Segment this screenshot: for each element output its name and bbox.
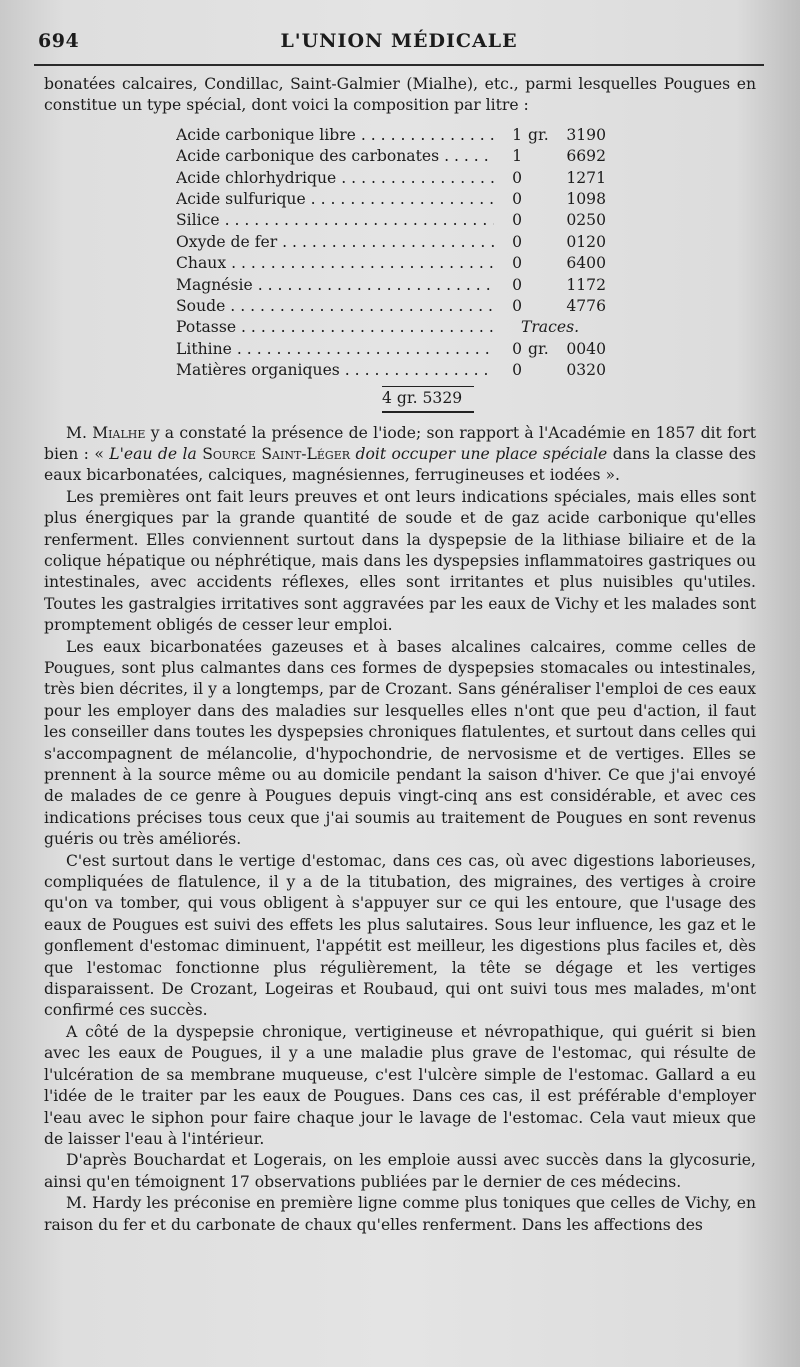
paragraph-4: C'est surtout dans le vertige d'estomac, dans ces cas, où avec digestions laborieuses, compliquées de flatulence, il y a de la titubation, des migraines, des vertiges à croire qu'on va tomber, qui vous obligent à s'appuyer sur ce qui les entoure, que l'usage des eaux de Pougues est suivi des effets les plus salutaires. Sous leur influence, les gaz et le gonflement d'estomac diminuent, l'appétit est meilleur, les digestions plus faciles et, dès que l'estomac fonctionne plus régulièrement, la tête se dégage et les vertiges disparaissent. De Crozant, Logeiras et Roubaud, qui ont suivi tous mes malades, m'ont confirmé ces succès.	[44, 851, 756, 1020]
component-dec: 4776	[566, 296, 606, 315]
paragraph-3: Les eaux bicarbonatées gazeuses et à bases alcalines calcaires, comme celles de Pougues, sont plus calmantes dans ces formes de dyspepsies stomacales ou intestinales, très bien décrites, il y a longtemps, par de Crozant. Sans généraliser l'emploi de ces eaux pour les employer dans des maladies sur lesquelles elles n'ont que peu d'action, il faut les conseiller dans toutes les dyspepsies chroniques flatulentes, et surtout dans celles qui s'accompagnent de mélancolie, d'hypochondrie, de nervosisme et de vertiges. Elles se prennent à la source même ou au domicile pendant la saison d'hiver. Ce que j'ai envoyé de malades de ce genre à Pougues depuis vingt-cinq ans est considérable, et avec ces indications précises tous ceux que j'ai soumis au traitement de Pougues en sont revenus guéris ou très améliorés.	[44, 637, 756, 849]
component-dec: 1271	[566, 168, 606, 187]
component-int: 0	[512, 211, 522, 230]
component-int: 1	[512, 147, 522, 166]
component-dec: 0040	[566, 339, 606, 358]
component-unit: gr.	[528, 125, 549, 144]
component-name: Soude . . .	[176, 296, 494, 317]
component-dec: 0320	[566, 361, 606, 380]
composition-row	[176, 253, 606, 274]
component-dec: 0250	[566, 211, 606, 230]
component-int: 0	[512, 296, 522, 315]
composition-row	[176, 360, 606, 381]
composition-row	[176, 146, 606, 167]
paragraph-6: D'après Bouchardat et Logerais, on les emploie aussi avec succès dans la glycosurie, ainsi qu'en témoignent 17 observations publiées par le dernier de ces médecins.	[44, 1151, 756, 1191]
component-name: Silice . . .	[176, 210, 494, 231]
component-name: Potasse . . .	[176, 317, 494, 338]
source-name: Source Saint-Léger	[202, 444, 351, 463]
composition-row	[176, 296, 606, 317]
component-dec: 1098	[566, 189, 606, 208]
text-span: dans la classe des eaux bicarbonatées, calciques, magnésiennes, ferrugineuses et iodées ».	[44, 444, 757, 485]
composition-row	[176, 232, 606, 253]
component-dec: 6400	[566, 254, 606, 273]
text-span: y a constaté la présence de l'iode; son rapport à l'Académie en 1857 dit fort bien : «	[44, 423, 756, 463]
component-int: 1	[512, 125, 522, 144]
quote-span: L'eau de la	[109, 444, 203, 463]
page-header	[34, 26, 764, 62]
paragraph-2: Les premières ont fait leurs preuves et ont leurs indications spéciales, mais elles sont plus énergiques par la grande quantité de soude et de gaz acide carbonique qu'elles renferment. Elles conviennent surtout dans la dyspepsie de la lithiase biliaire et de la colique hépatique ou néphrétique, mais dans les dyspepsies inflammatoires gastriques ou intestinales, avec accidents réflexes, elles sont irritantes et plus nuisibles qu'utiles. Toutes les gastralgies irritatives sont aggravées par les eaux de Vichy et les malades sont promptement obligés de cesser leur emploi.	[44, 487, 756, 635]
component-name: Acide carbonique des carbonates . . .	[176, 146, 494, 167]
component-dec: 3190	[566, 125, 606, 144]
component-name: Oxyde de fer . . .	[176, 232, 494, 253]
quote-span: doit occuper une place spéciale	[350, 444, 608, 463]
article-body	[44, 74, 756, 1236]
paragraph-7: M. Hardy les préconise en première ligne comme plus toniques que celles de Vichy, en raison du fer et du carbonate de chaux qu'elles renferment. Dans les affections des	[44, 1194, 756, 1234]
composition-row	[176, 317, 606, 338]
composition-row	[176, 125, 606, 146]
component-dec: 6692	[566, 147, 606, 166]
component-dec: 1172	[566, 275, 606, 294]
component-dec: 0120	[566, 232, 606, 251]
component-int: 0	[512, 339, 522, 358]
paragraph-mialhe	[44, 423, 756, 487]
composition-row	[176, 339, 606, 360]
component-int: 0	[512, 232, 522, 251]
composition-row	[176, 168, 606, 189]
total-value: 4 gr. 5329	[382, 388, 463, 407]
component-int: 0	[512, 275, 522, 294]
composition-row	[176, 189, 606, 210]
component-int: 0	[512, 361, 522, 380]
running-title: L'UNION MÉDICALE	[280, 30, 518, 52]
component-name: Acide carbonique libre . . .	[176, 125, 494, 146]
component-name: Matières organiques . . .	[176, 360, 494, 381]
component-int: 0	[512, 168, 522, 187]
component-name: Acide sulfurique . . .	[176, 189, 494, 210]
component-traces: Traces.	[520, 318, 580, 337]
component-name: Lithine . . .	[176, 339, 494, 360]
component-unit: gr.	[528, 339, 549, 358]
composition-row	[176, 210, 606, 231]
header-rule	[34, 64, 764, 66]
paragraph-5: A côté de la dyspepsie chronique, vertigineuse et névropathique, qui guérit si bien avec les eaux de Pougues, il y a une maladie plus grave de l'estomac, qui résulte de l'ulcération de sa membrane muqueuse, c'est l'ulcère simple de l'estomac. Gallard a eu l'idée de le traiter par les eaux de Pougues. Dans ces cas, il est préférable d'employer l'eau avec le siphon pour faire chaque jour le lavage de l'estomac. Cela vaut mieux que de laisser l'eau à l'intérieur.	[44, 1022, 756, 1148]
component-name: Acide chlorhydrique . . .	[176, 168, 494, 189]
component-int: 0	[512, 254, 522, 273]
author-name: M. Mialhe	[66, 423, 146, 442]
total-rule-bottom	[382, 411, 474, 413]
intro-paragraph: bonatées calcaires, Condillac, Saint-Galmier (Mialhe), etc., parmi lesquelles Pougues en constitue un type spécial, dont voici la composition par litre :	[44, 75, 756, 115]
component-int: 0	[512, 189, 522, 208]
composition-row	[176, 275, 606, 296]
component-name: Magnésie . . .	[176, 275, 494, 296]
component-name: Chaux . . .	[176, 253, 494, 274]
composition-table	[176, 125, 606, 382]
total-row	[382, 387, 474, 411]
page-number: 694	[38, 30, 80, 52]
